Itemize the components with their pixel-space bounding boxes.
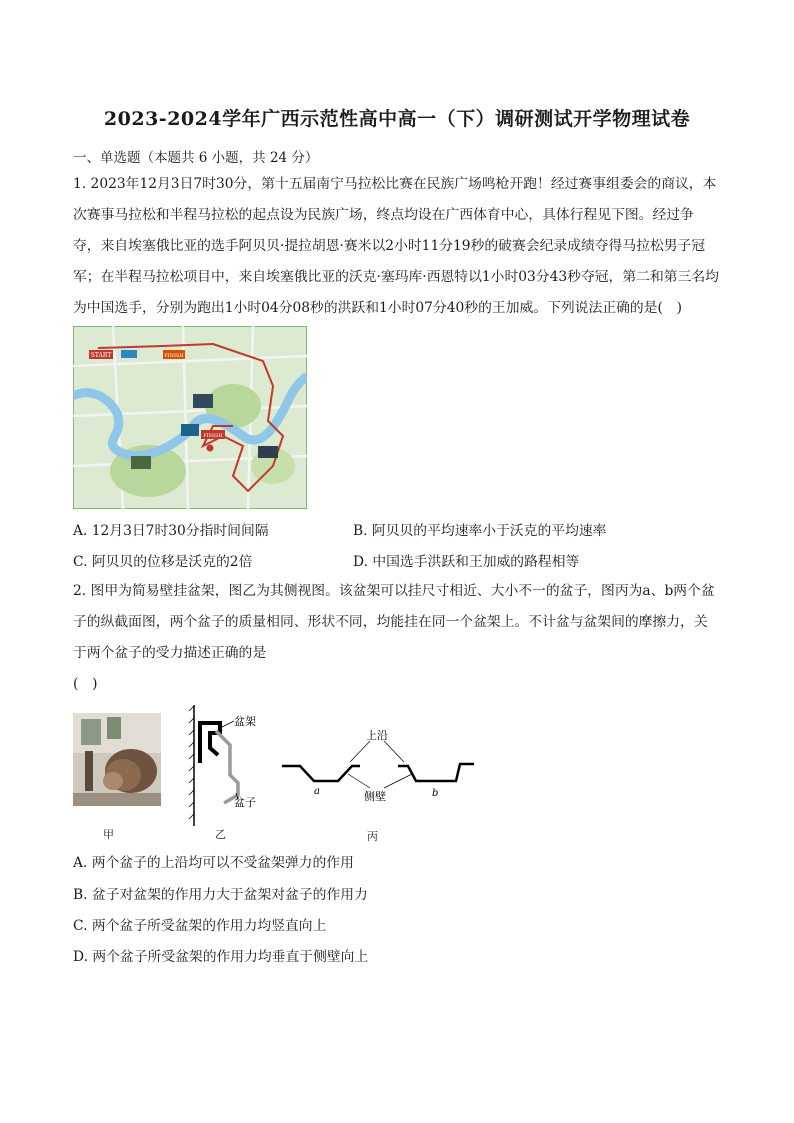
rack-shape <box>200 723 220 763</box>
side-wall-label: 侧壁 <box>364 790 386 803</box>
pot-a-label: a <box>314 786 320 797</box>
marathon-route-map <box>73 326 307 509</box>
rack-label: 盆架 <box>234 715 256 728</box>
start-label: START <box>90 352 112 359</box>
figure-yi-side-view <box>188 703 278 828</box>
q2-option-a[interactable]: A. 两个盆子的上沿均可以不受盆架弹力的作用 <box>73 855 354 871</box>
q1-line-2: 次赛事马拉松和半程马拉松的起点设为民族广场，终点均设在广西体育中心，具体行程见下图。经过争 <box>73 207 694 223</box>
figure-bing-cross-section <box>280 726 480 812</box>
pot-label: 盆子 <box>234 796 256 809</box>
pot-a-profile <box>282 766 360 781</box>
pot-shape <box>216 731 238 803</box>
caption-yi: 乙 <box>215 828 226 841</box>
q1-line-5: 为中国选手，分别为跑出1小时04分08秒的洪跃和1小时07分40秒的王加威。下列说法正确的是( ) <box>73 300 683 316</box>
q2-line-4: ( ) <box>73 676 98 692</box>
caption-bing: 丙 <box>367 830 378 843</box>
exam-title: 2023-2024学年广西示范性高中高一（下）调研测试开学物理试卷 <box>103 108 691 130</box>
rim-label: 上沿 <box>366 729 388 742</box>
figure-jia-photo <box>73 713 161 806</box>
caption-jia: 甲 <box>103 828 114 841</box>
q1-line-4: 军；在半程马拉松项目中，来自埃塞俄比亚的沃克·塞玛库·西恩特以1小时03分43秒夺冠，第二和第三名均 <box>73 269 719 285</box>
q1-option-b[interactable]: B. 阿贝贝的平均速率小于沃克的平均速率 <box>353 523 607 539</box>
q1-option-c[interactable]: C. 阿贝贝的位移是沃克的2倍 <box>73 554 253 570</box>
q1-line-3: 夺，来自埃塞俄比亚的选手阿贝贝·提拉胡恩·赛米以2小时11分19秒的破赛会纪录成绩夺得马拉松男子冠 <box>73 238 706 254</box>
q2-line-1: 2. 图甲为简易壁挂盆架，图乙为其侧视图。该盆架可以挂尺寸相近、大小不一的盆子，图丙为a、b两个盆 <box>73 583 715 599</box>
question-1-text <box>73 169 725 324</box>
section-heading: 一、单选题（本题共 6 小题，共 24 分） <box>73 150 319 166</box>
q2-option-d[interactable]: D. 两个盆子所受盆架的作用力均垂直于侧壁向上 <box>73 949 369 965</box>
q2-line-3: 于两个盆子的受力描述正确的是 <box>73 645 267 661</box>
finish-label-mid: FINISH <box>203 433 223 439</box>
finish-label-top: FINISH <box>164 353 184 359</box>
question-2-text <box>73 576 725 700</box>
q1-option-d[interactable]: D. 中国选手洪跃和王加威的路程相等 <box>353 554 580 570</box>
q1-option-a[interactable]: A. 12月3日7时30分指时间间隔 <box>73 523 269 539</box>
pot-b-label: b <box>432 788 439 799</box>
q1-line-1: 1. 2023年12月3日7时30分，第十五届南宁马拉松比赛在民族广场鸣枪开跑！经过赛事组委会的商议，本 <box>73 176 717 192</box>
q2-line-2: 子的纵截面图，两个盆子的质量相同、形状不同，均能挂在同一个盆架上。不计盆与盆架间的摩擦力，关 <box>73 614 708 630</box>
pot-b-profile <box>398 764 474 781</box>
q2-option-b[interactable]: B. 盆子对盆架的作用力大于盆架对盆子的作用力 <box>73 887 368 903</box>
q2-option-c[interactable]: C. 两个盆子所受盆架的作用力均竖直向上 <box>73 918 327 934</box>
